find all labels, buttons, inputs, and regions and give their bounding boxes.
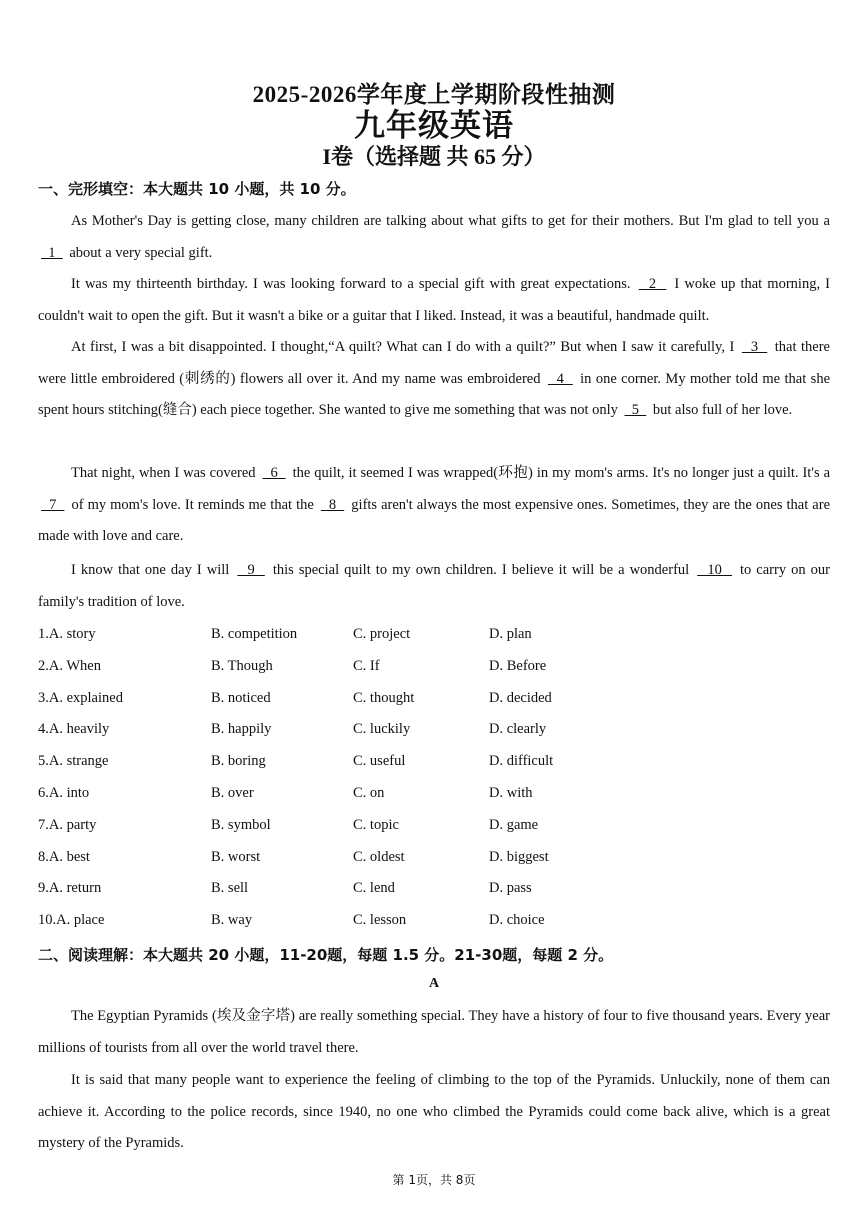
option-row-9 (38, 874, 838, 906)
option-a: 2.A. When (38, 657, 101, 674)
option-a: 8.A. best (38, 848, 90, 865)
option-row-4 (38, 715, 838, 747)
option-b: B. noticed (211, 689, 271, 706)
option-row-6 (38, 779, 838, 811)
option-a: 9.A. return (38, 880, 102, 897)
option-b: B. Though (211, 657, 273, 674)
option-c: C. topic (353, 816, 399, 833)
option-d: D. game (489, 816, 539, 833)
option-c: C. If (353, 657, 380, 674)
option-d: D. with (489, 784, 533, 801)
option-row-2 (38, 652, 838, 684)
option-a: 7.A. party (38, 816, 97, 833)
option-d: D. clearly (489, 721, 547, 738)
option-c: C. thought (353, 689, 415, 706)
reading-section-heading: 二、阅读理解：本大题共 20 小题，11-20题，每题 1.5 分。21-30题，每题 2 分。 (38, 946, 614, 964)
cloze-paragraph-4: That night, when I was covered 6 the quilt, it seemed I was wrapped(环抱) in my mom's arms. It's no longer just a quilt. It's a 7 of my mom's love. It reminds me that the 8 gifts aren't always the most expensive ones. Sometimes, they are the ones that are made with love and care. (38, 465, 831, 544)
blank-9: 9 (237, 562, 265, 578)
option-a: 6.A. into (38, 784, 90, 801)
cloze-paragraph-2: It was my thirteenth birthday. I was looking forward to a special gift with great expectations. 2 I woke up that morning, I couldn't wait to open the gift. But it wasn't a bike or a guitar that I liked. Instead, it was a beautiful, handmade quilt. (38, 276, 831, 324)
option-d: D. plan (489, 626, 532, 642)
option-c: C. project (353, 626, 411, 642)
option-b: B. over (211, 784, 254, 801)
option-d: D. decided (489, 689, 552, 706)
option-a: 4.A. heavily (38, 721, 110, 738)
blank-5: 5 (624, 402, 647, 418)
exam-subject-title: 九年级英语 (354, 108, 514, 143)
blank-10: 10 (697, 562, 732, 578)
option-a: 1.A. story (38, 626, 96, 642)
option-b: B. boring (211, 753, 266, 770)
exam-term-title: 2025-2026学年度上学期阶段性抽测 (252, 82, 616, 107)
option-d: D. difficult (489, 753, 554, 770)
option-row-10 (38, 906, 838, 938)
blank-6: 6 (262, 465, 286, 481)
option-c: C. lend (353, 880, 395, 897)
cloze-paragraph-3: At first, I was a bit disappointed. I thought,“A quilt? What can I do with a quilt?” But when I saw it carefully, I 3 that there were little embroidered (刺绣的) flowers all over it. And my name was embroidered 4 in one corner. My mother told me that she spent hours stitching(缝合) each piece together. She wanted to give me something that was not only 5 but also full of her love. (38, 339, 830, 418)
option-b: B. happily (211, 721, 272, 738)
option-b: B. sell (211, 880, 249, 897)
blank-4: 4 (547, 370, 573, 387)
option-b: B. way (211, 912, 253, 929)
cloze-paragraph-5: I know that one day I will 9 this special quilt to my own children. I believe it will be a wonderful 10 to carry on our family's tradition of love. (38, 562, 830, 610)
option-d: D. pass (489, 880, 532, 897)
option-b: B. symbol (211, 816, 271, 833)
blank-2: 2 (638, 276, 667, 292)
option-c: C. oldest (353, 848, 405, 865)
blank-3: 3 (741, 339, 768, 355)
option-a: 3.A. explained (38, 689, 123, 706)
option-b: B. competition (211, 626, 298, 642)
cloze-options (38, 620, 838, 938)
option-row-8 (38, 843, 838, 875)
cloze-section-heading: 一、完形填空：本大题共 10 小题，共 10 分。 (38, 180, 356, 198)
option-c: C. on (353, 784, 385, 801)
cloze-paragraph-1: As Mother's Day is getting close, many children are talking about what gifts to get for their mothers. But I'm glad to tell you a 1 about a very special gift. (38, 206, 830, 269)
page-number: 第 1页，共 8页 (392, 1173, 476, 1187)
option-row-1 (38, 620, 838, 652)
exam-part-title: I卷（选择题 共 65 分） (322, 144, 546, 169)
option-b: B. worst (211, 848, 261, 865)
option-a: 5.A. strange (38, 753, 109, 770)
option-d: D. Before (489, 657, 547, 674)
reading-paragraph-1: The Egyptian Pyramids (埃及金字塔) are really something special. They have a history of four to five thousand years. Every year millions of tourists from all over the world travel there. (38, 1008, 830, 1056)
option-row-7 (38, 811, 838, 843)
blank-1: 1 (41, 244, 63, 261)
option-a: 10.A. place (38, 912, 105, 929)
option-d: D. choice (489, 912, 545, 929)
blank-8: 8 (320, 496, 345, 513)
passage-label: A (428, 976, 440, 991)
reading-paragraph-2: It is said that many people want to experience the feeling of climbing to the top of the Pyramids. Unluckily, none of them can achieve it. According to the police records, since 1940, no one who climbed the Pyramids could come back alive, which is a great mystery of the Pyramids. (38, 1072, 830, 1151)
option-row-5 (38, 747, 838, 779)
option-row-3 (38, 684, 838, 716)
option-c: C. lesson (353, 912, 407, 929)
option-d: D. biggest (489, 848, 549, 865)
option-c: C. useful (353, 753, 406, 770)
blank-7: 7 (41, 496, 65, 513)
option-c: C. luckily (353, 721, 411, 738)
